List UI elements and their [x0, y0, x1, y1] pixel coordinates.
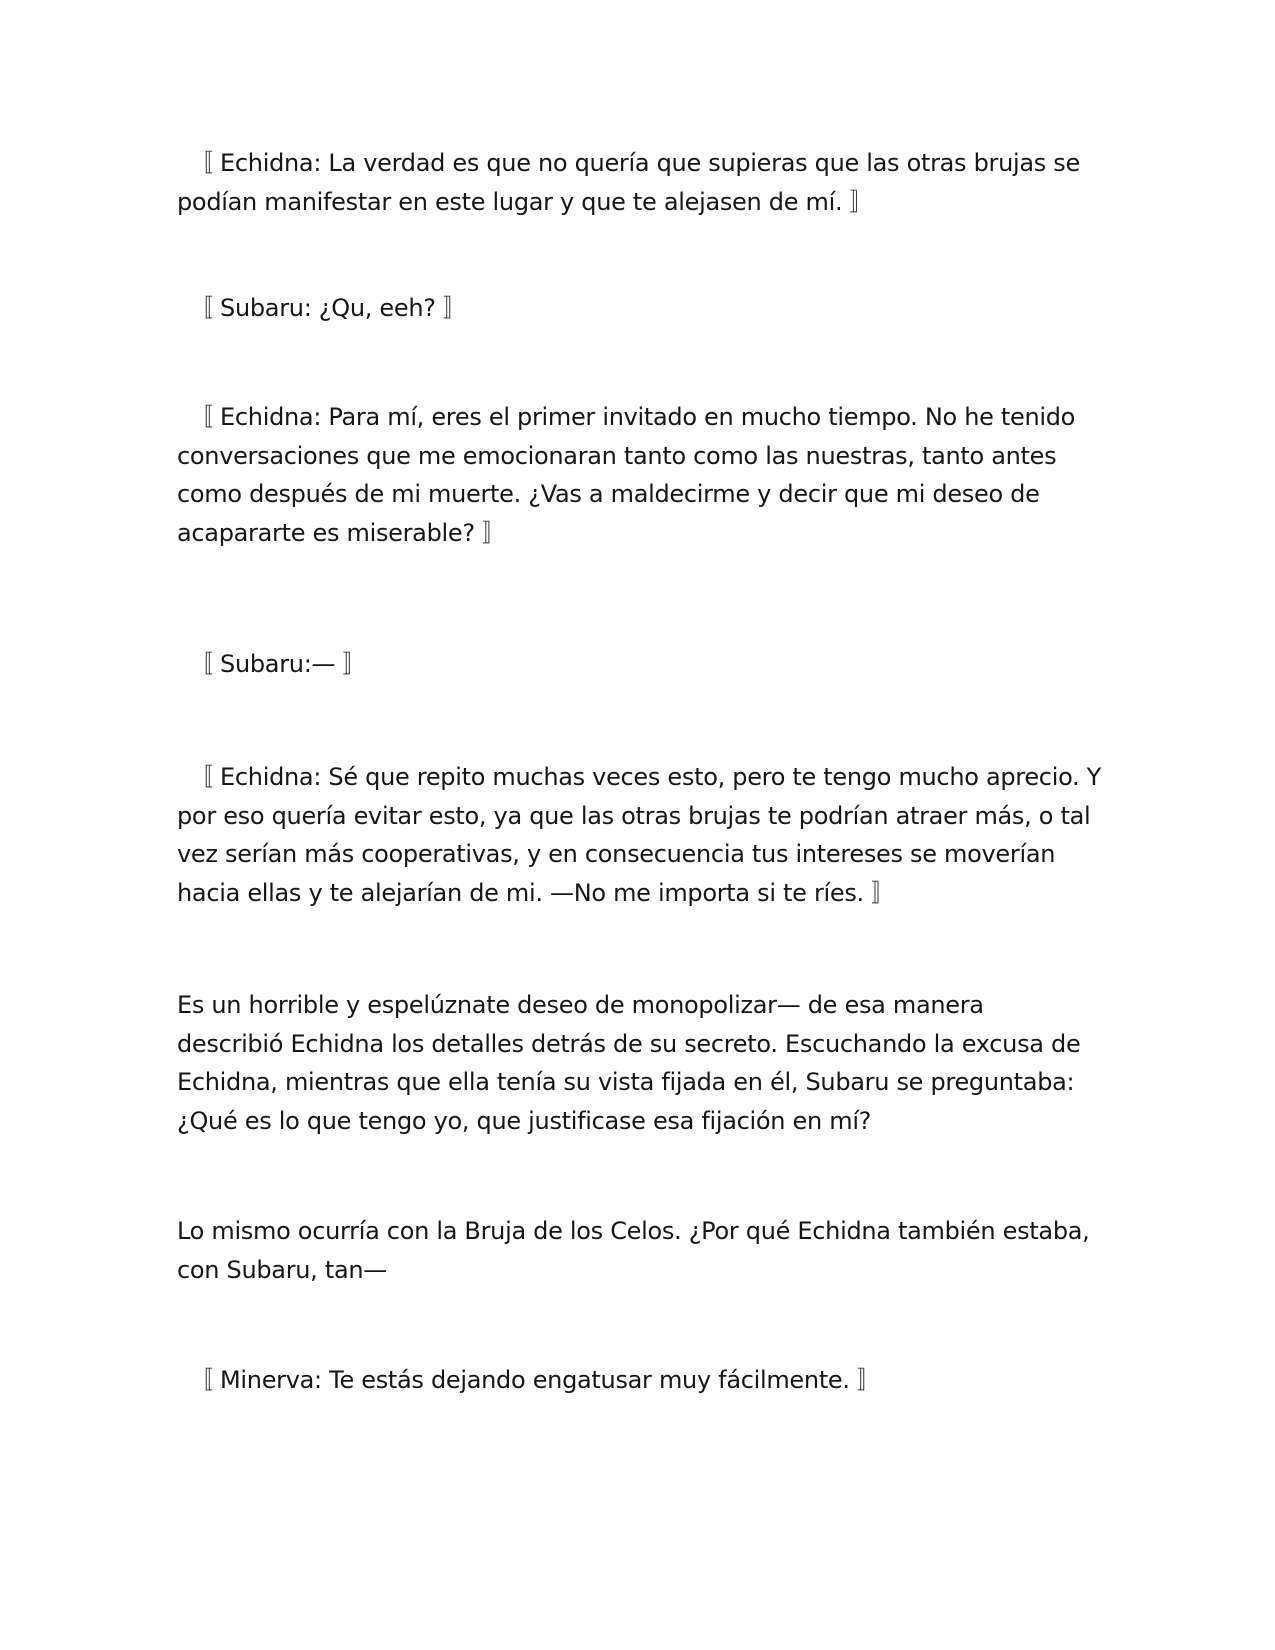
- text-line: Lo mismo ocurría con la Bruja de los Celos. ¿Por qué Echidna también estaba,: [177, 1217, 1090, 1245]
- text-line: por eso quería evitar esto, ya que las otras brujas te podrían atraer más, o tal: [177, 801, 1091, 830]
- text-line: Echidna, mientras que ella tenía su vista fijada en él, Subaru se preguntaba:: [177, 1068, 1075, 1096]
- text-line: conversaciones que me emocionaran tanto como las nuestras, tanto antes: [177, 441, 1057, 470]
- paragraph-echidna-2: [177, 398, 1107, 552]
- paragraph-narration-2: [177, 1212, 1107, 1289]
- text-line: Es un horrible y espelúznate deseo de monopolizar— de esa manera: [177, 991, 984, 1019]
- text-line: hacia ellas y te alejarían de mi. —No me importa si te ríes. 〛: [177, 878, 895, 907]
- text-line: 〚 Echidna: Para mí, eres el primer invitado en mucho tiempo. No he tenido: [189, 403, 1076, 431]
- text-line: 〚 Subaru: ¿Qu, eeh? 〛: [189, 294, 467, 322]
- text-line: 〚 Echidna: La verdad es que no quería que supieras que las otras brujas se: [189, 149, 1080, 177]
- paragraph-echidna-3: [177, 758, 1107, 912]
- text-line: podían manifestar en este lugar y que te alejasen de mí. 〛: [177, 187, 874, 216]
- paragraph-minerva-1: [177, 1361, 1107, 1400]
- paragraph-echidna-1: [177, 144, 1107, 221]
- text-line: ¿Qué es lo que tengo yo, que justificase esa fijación en mí?: [177, 1106, 872, 1135]
- text-line: vez serían más cooperativas, y en consecuencia tus intereses se moverían: [177, 840, 1056, 868]
- text-line: 〚 Subaru:— 〛: [189, 650, 367, 678]
- text-line: con Subaru, tan—: [177, 1255, 387, 1284]
- paragraph-subaru-2: [177, 645, 1107, 684]
- paragraph-subaru-1: [177, 289, 1107, 328]
- text-line: 〚 Echidna: Sé que repito muchas veces esto, pero te tengo mucho aprecio. Y: [189, 763, 1102, 791]
- text-line: acapararte es miserable? 〛: [177, 518, 506, 547]
- text-line: 〚 Minerva: Te estás dejando engatusar muy fácilmente. 〛: [189, 1366, 881, 1394]
- text-line: como después de mi muerte. ¿Vas a maldecirme y decir que mi deseo de: [177, 480, 1040, 508]
- text-line: describió Echidna los detalles detrás de su secreto. Escuchando la excusa de: [177, 1029, 1081, 1058]
- paragraph-narration-1: [177, 986, 1107, 1140]
